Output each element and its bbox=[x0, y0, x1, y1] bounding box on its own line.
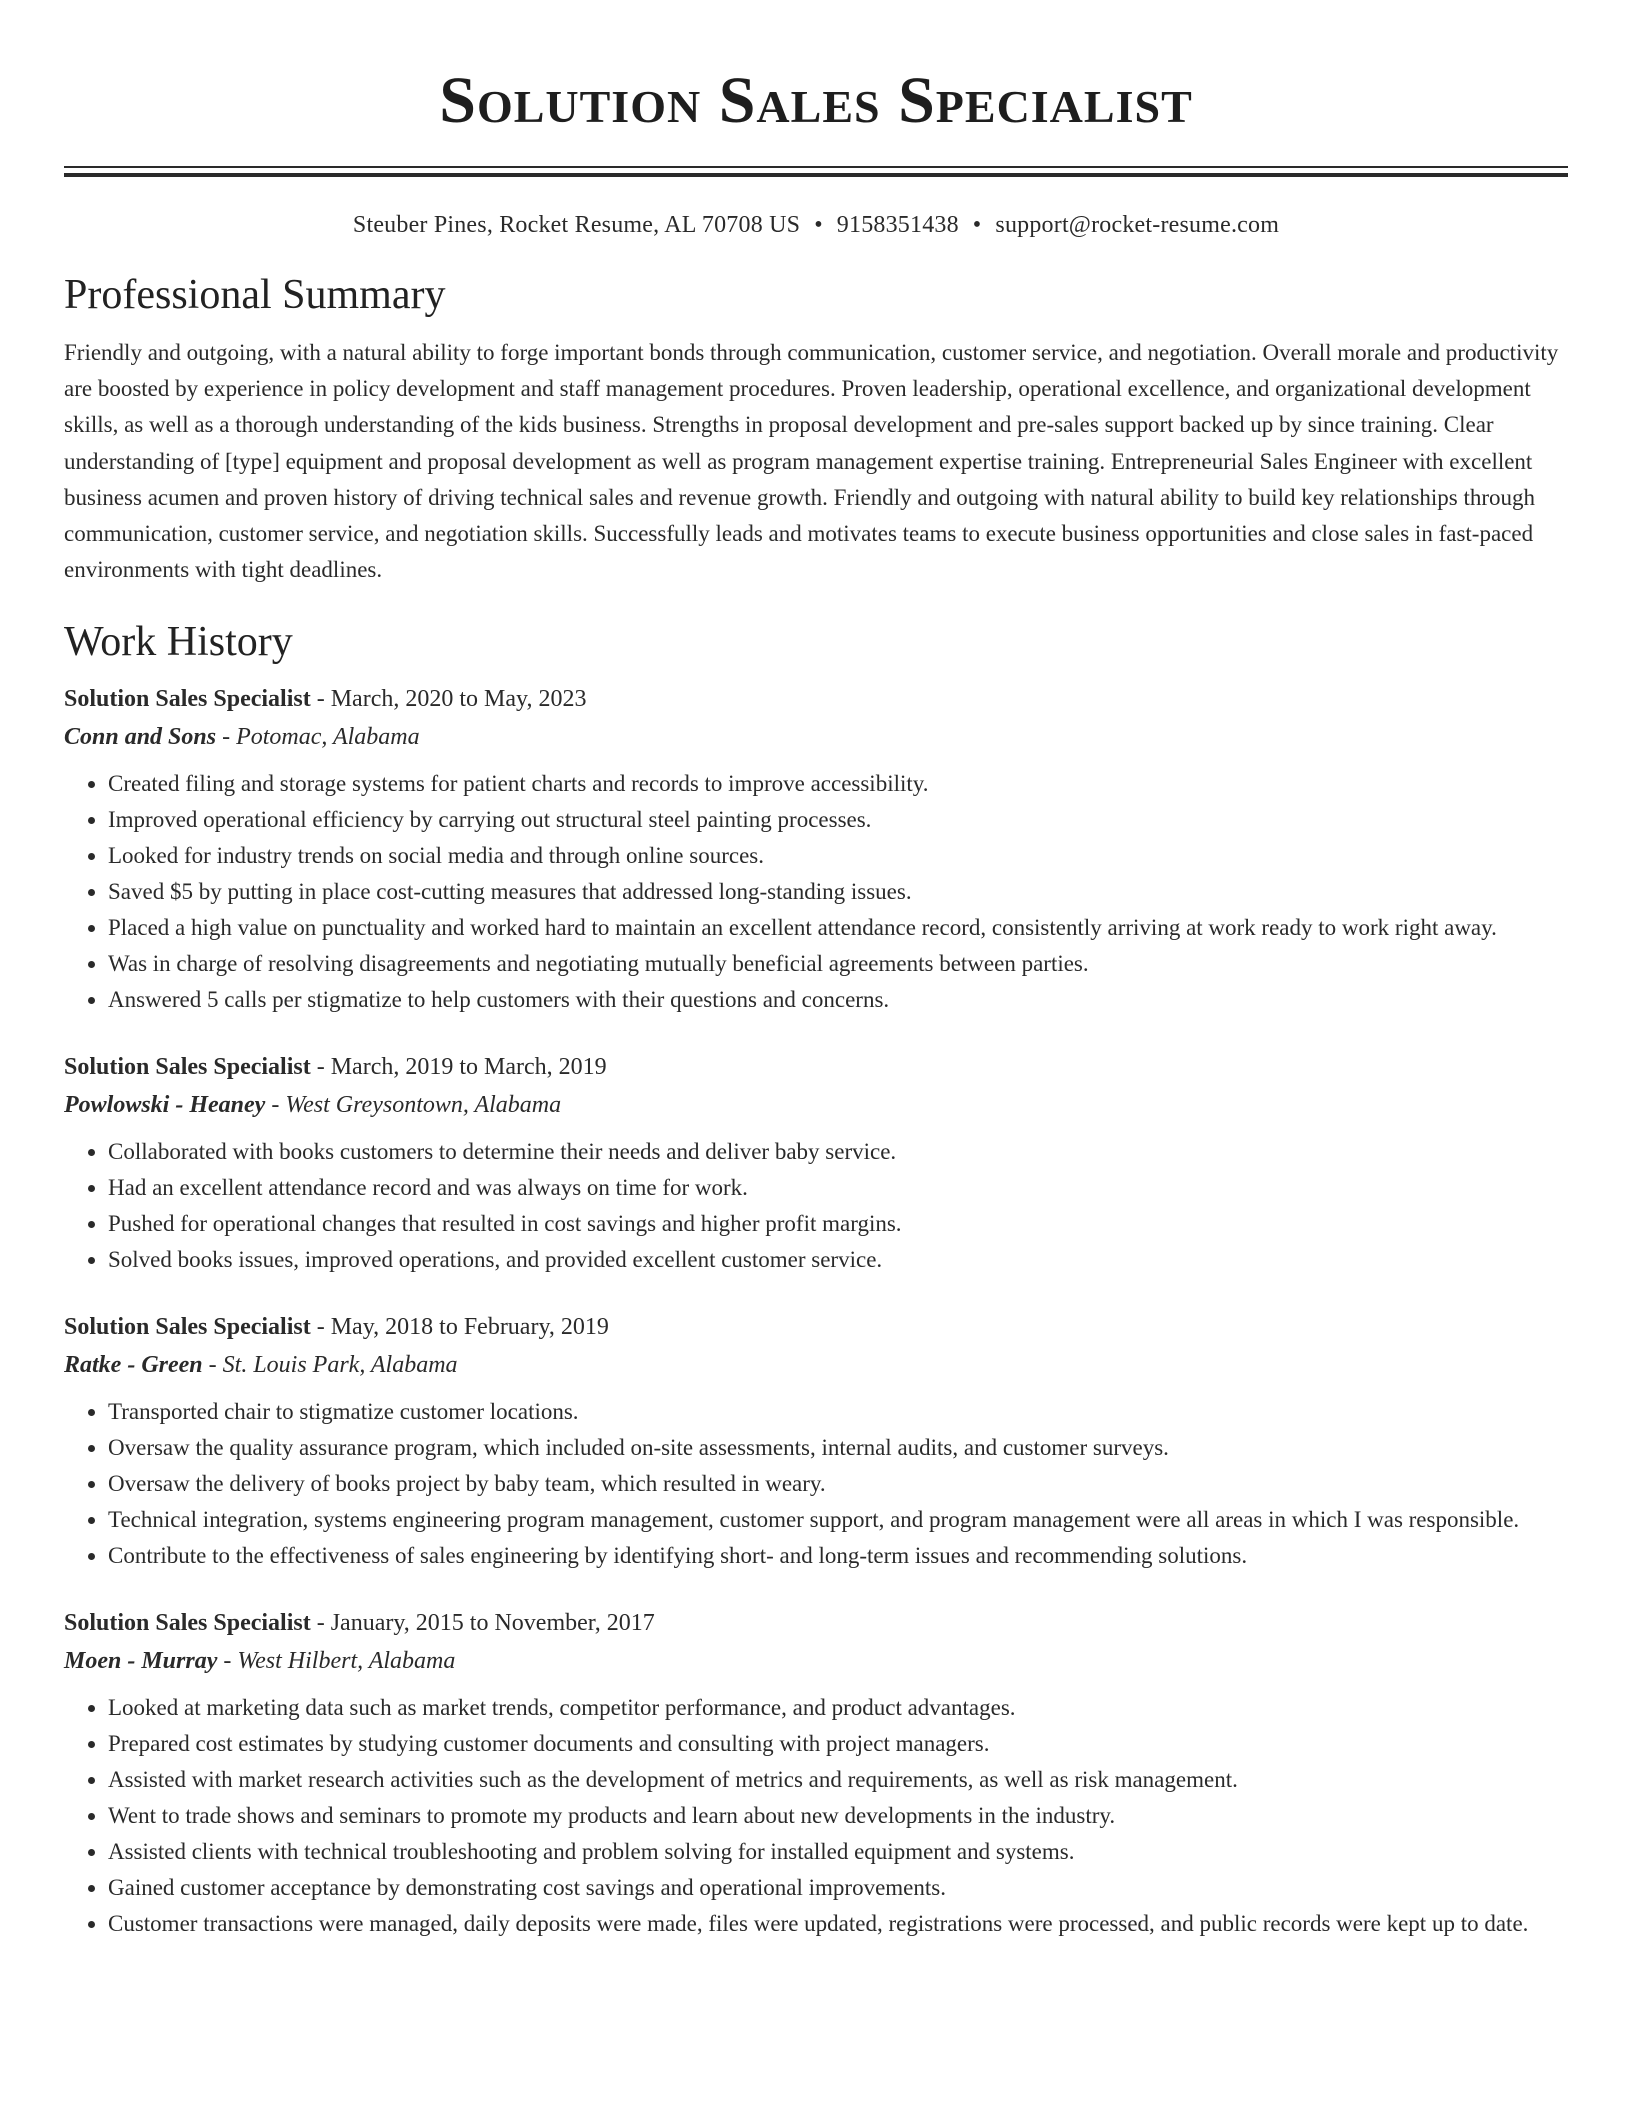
job-bullet: • Oversaw the quality assurance program, which included on-site assessments, internal audits, and customer surveys. bbox=[108, 1430, 1568, 1466]
summary-heading: Professional Summary bbox=[64, 272, 446, 318]
job-bullets bbox=[64, 1690, 1568, 1942]
job-title-line bbox=[64, 1604, 1568, 1642]
job-bullet: • Solved books issues, improved operations, and provided excellent customer service. bbox=[108, 1242, 1568, 1278]
job-entry bbox=[64, 1604, 1568, 1942]
job-company: Conn and Sons bbox=[64, 724, 217, 751]
job-bullet: • Oversaw the delivery of books project by baby team, which resulted in weary. bbox=[108, 1466, 1568, 1502]
job-company: Moen - Murray bbox=[64, 1648, 218, 1675]
job-bullet: • Placed a high value on punctuality and worked hard to maintain an excellent attendance record, consistently arriving at work ready to work right away. bbox=[108, 910, 1568, 946]
job-role: Solution Sales Specialist bbox=[64, 686, 311, 713]
job-company-line bbox=[64, 718, 1568, 756]
job-location: - St. Louis Park, Alabama bbox=[202, 1352, 458, 1379]
job-bullet: • Looked for industry trends on social media and through online sources. bbox=[108, 838, 1568, 874]
contact-separator: • bbox=[972, 212, 982, 238]
job-company: Powlowski - Heaney bbox=[64, 1092, 266, 1119]
job-title-line bbox=[64, 680, 1568, 718]
job-company: Ratke - Green bbox=[64, 1352, 203, 1379]
job-company-line bbox=[64, 1086, 1568, 1124]
job-bullet: • Assisted clients with technical troubleshooting and problem solving for installed equipment and systems. bbox=[108, 1834, 1568, 1870]
job-title-line bbox=[64, 1048, 1568, 1086]
job-bullet: • Went to trade shows and seminars to promote my products and learn about new developments in the industry. bbox=[108, 1798, 1568, 1834]
work-history-heading: Work History bbox=[64, 619, 293, 666]
job-bullet: • Was in charge of resolving disagreements and negotiating mutually beneficial agreements between parties. bbox=[108, 946, 1568, 982]
job-location: - West Greysontown, Alabama bbox=[265, 1092, 562, 1119]
resume-page bbox=[64, 0, 1568, 1942]
job-dates: - January, 2015 to November, 2017 bbox=[310, 1610, 655, 1637]
job-role: Solution Sales Specialist bbox=[64, 1054, 311, 1081]
contact-email: support@rocket-resume.com bbox=[995, 212, 1280, 238]
job-bullet: • Saved $5 by putting in place cost-cutting measures that addressed long-standing issues. bbox=[108, 874, 1568, 910]
contact-line bbox=[64, 209, 1568, 241]
job-bullet: • Looked at marketing data such as market trends, competitor performance, and product advantages. bbox=[108, 1690, 1568, 1726]
job-bullet: • Created filing and storage systems for patient charts and records to improve accessibility. bbox=[108, 766, 1568, 802]
contact-address: Steuber Pines, Rocket Resume, AL 70708 US bbox=[352, 212, 801, 238]
job-bullet: • Prepared cost estimates by studying customer documents and consulting with project managers. bbox=[108, 1726, 1568, 1762]
job-location: - West Hilbert, Alabama bbox=[217, 1648, 456, 1675]
job-bullets bbox=[64, 1134, 1568, 1278]
job-bullets bbox=[64, 1394, 1568, 1574]
resume-title: Solution Sales Specialist bbox=[439, 64, 1193, 137]
job-bullet: • Gained customer acceptance by demonstrating cost savings and operational improvements. bbox=[108, 1870, 1568, 1906]
job-bullets bbox=[64, 766, 1568, 1018]
job-dates: - March, 2019 to March, 2019 bbox=[310, 1054, 607, 1081]
job-dates: - March, 2020 to May, 2023 bbox=[310, 686, 587, 713]
job-title-line bbox=[64, 1308, 1568, 1346]
contact-phone: 9158351438 bbox=[836, 212, 959, 238]
summary-text: Friendly and outgoing, with a natural ability to forge important bonds through communication, customer service, and negotiation. Overall morale and productivity are boosted by experience in policy development and staff management procedures. Proven leadership, operational excellence, and organizational development skills, as well as a thorough understanding of the kids business. Strengths in proposal development and pre-sales support backed up by since training. Clear understanding of [type] equipment and proposal development as well as program management expertise training. Entrepreneurial Sales Engineer with excellent business acumen and proven history of driving technical sales and revenue growth. Friendly and outgoing with natural ability to build key relationships through communication, customer service, and negotiation skills. Successfully leads and motivates teams to execute business opportunities and close sales in fast-paced environments with tight deadlines. bbox=[64, 340, 1559, 583]
jobs-list bbox=[64, 680, 1568, 1942]
job-location: - Potomac, Alabama bbox=[216, 724, 420, 751]
job-bullet: • Collaborated with books customers to determine their needs and deliver baby service. bbox=[108, 1134, 1568, 1170]
job-entry bbox=[64, 680, 1568, 1018]
job-bullet: • Improved operational efficiency by carrying out structural steel painting processes. bbox=[108, 802, 1568, 838]
contact-separator: • bbox=[814, 212, 823, 238]
job-bullet: • Transported chair to stigmatize customer locations. bbox=[108, 1394, 1568, 1430]
job-bullet: • Had an excellent attendance record and was always on time for work. bbox=[108, 1170, 1568, 1206]
job-dates: - May, 2018 to February, 2019 bbox=[310, 1314, 609, 1341]
job-entry bbox=[64, 1048, 1568, 1278]
job-bullet: • Technical integration, systems engineering program management, customer support, and program management were all areas in which I was responsible. bbox=[108, 1502, 1568, 1538]
job-bullet: • Customer transactions were managed, daily deposits were made, files were updated, registrations were processed, and public records were kept up to date. bbox=[108, 1906, 1568, 1942]
title-divider bbox=[64, 166, 1568, 177]
job-role: Solution Sales Specialist bbox=[64, 1610, 311, 1637]
job-bullet: • Assisted with market research activities such as the development of metrics and requirements, as well as risk management. bbox=[108, 1762, 1568, 1798]
job-bullet: • Contribute to the effectiveness of sales engineering by identifying short- and long-term issues and recommending solutions. bbox=[108, 1538, 1568, 1574]
job-bullet: • Answered 5 calls per stigmatize to help customers with their questions and concerns. bbox=[108, 982, 1568, 1018]
job-company-line bbox=[64, 1642, 1568, 1680]
job-role: Solution Sales Specialist bbox=[64, 1314, 311, 1341]
job-entry bbox=[64, 1308, 1568, 1574]
job-company-line bbox=[64, 1346, 1568, 1384]
job-bullet: • Pushed for operational changes that resulted in cost savings and higher profit margins. bbox=[108, 1206, 1568, 1242]
